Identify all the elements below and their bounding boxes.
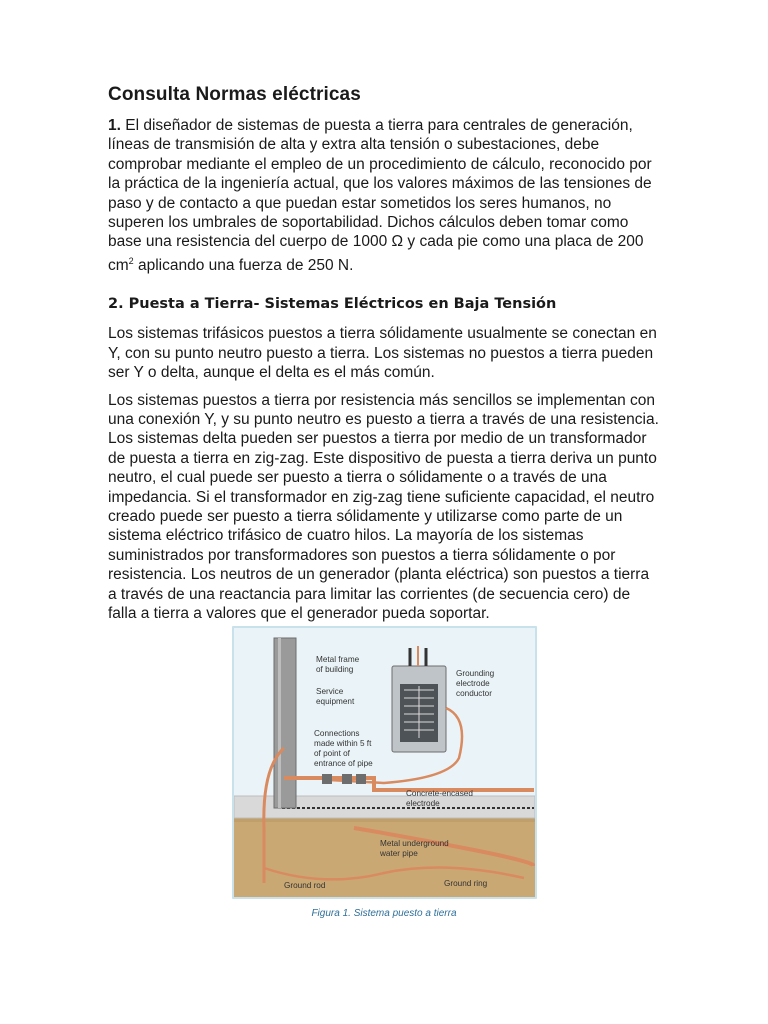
label-metal-frame-line-2: of building <box>316 665 354 674</box>
unit-cm: cm <box>108 257 129 274</box>
label-connections-line-1: Connections <box>314 729 360 738</box>
label-concrete-line-2: electrode <box>406 799 440 808</box>
question-1-text: El diseñador de sistemas de puesta a tierra para centrales de generación, líneas de transmisión de alta y extra alta tensión o subestaciones, debe comprobar mediante el empleo de un procedimiento de cálculo, reconocido por la práctica de la ingeniería actual, que los valores máximos de las tensiones de paso y de contacto a que puedan estar sometidos los seres humanos, no superen los umbrales de soportabilidad. Dichos cálculos deben tomar como base una resistencia del cuerpo de 1000 Ω y cada pie como una placa de 200 <box>108 117 652 251</box>
question-1-tail: aplicando una fuerza de 250 N. <box>133 257 354 274</box>
label-service-line-1: Service <box>316 687 344 696</box>
document-title: Consulta Normas eléctricas <box>108 84 361 105</box>
figure-caption: Figura 1. Sistema puesto a tierra <box>311 908 457 919</box>
question-1-number: 1. <box>108 117 121 134</box>
grounding-diagram <box>234 628 535 897</box>
section-2-heading: 2. Puesta a Tierra- Sistemas Eléctricos en Baja Tensión <box>108 296 557 313</box>
question-1-paragraph <box>108 116 660 275</box>
label-grounding-line-3: conductor <box>456 689 492 698</box>
label-grounding-line-2: electrode <box>456 679 490 688</box>
label-concrete-line-1: Concrete-encased <box>406 789 473 798</box>
section-2-paragraph-2: Los sistemas puestos a tierra por resistencia más sencillos se implementan con una conexión Y, y su punto neutro es puesto a tierra a través de una resistencia. Los sistemas delta pueden ser puestos a tierra por medio de un transformador de puesta a tierra en zig-zag. Este dispositivo de puesta a tierra deriva un punto neutro, el cual puede ser puesto a tierra o sólidamente o a través de una impedancia. Si el transformador en zig-zag tiene suficiente capacidad, el neutro creado puede ser puesto a tierra sólidamente y utilizarse como parte de un sistema eléctrico trifásico de cuatro hilos. La mayoría de los sistemas suministrados por transformadores son puestos a tierra sólidamente o por resistencia. Los neutros de un generador (planta eléctrica) son puestos a tierra a través de una reactancia para limitar las corrientes (de secuencia cero) de falla a tierra a valores que el generador pueda soportar. <box>108 391 659 623</box>
label-ground-rod: Ground rod <box>284 881 326 890</box>
label-connections-line-4: entrance of pipe <box>314 759 373 768</box>
label-connections-line-3: of point of <box>314 749 350 758</box>
grounding-system-figure <box>232 626 537 899</box>
section-2-paragraph-1: Los sistemas trifásicos puestos a tierra sólidamente usualmente se conectan en Y, con su punto neutro puesto a tierra. Los sistemas no puestos a tierra pueden ser Y o delta, aunque el delta es el más común. <box>108 325 657 382</box>
label-ground-ring: Ground ring <box>444 879 488 888</box>
document-page <box>108 84 660 624</box>
pipe-clamp <box>322 774 332 784</box>
label-metal-frame-line-1: Metal frame <box>316 655 360 664</box>
pipe-clamp <box>356 774 366 784</box>
label-grounding-line-1: Grounding <box>456 669 495 678</box>
unit-superscript: 2 <box>128 255 134 266</box>
pipe-clamp <box>342 774 352 784</box>
figure-frame <box>232 626 537 899</box>
label-water-line-1: Metal underground <box>380 839 449 848</box>
label-connections-line-2: made within 5 ft <box>314 739 372 748</box>
metal-frame-column <box>274 638 296 808</box>
label-water-line-2: water pipe <box>380 849 418 858</box>
label-service-line-2: equipment <box>316 697 355 706</box>
